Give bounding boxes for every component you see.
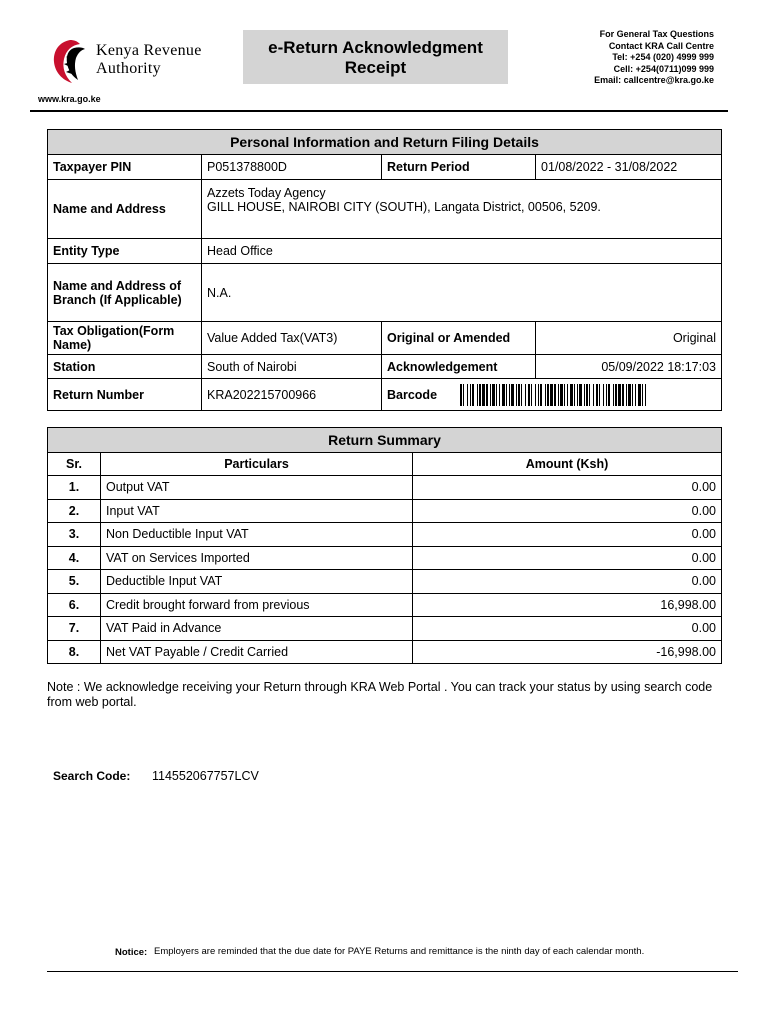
document-title	[243, 30, 508, 84]
row-sr: 4.	[48, 546, 101, 570]
row-sr: 5.	[48, 570, 101, 594]
barcode-label: Barcode	[387, 387, 438, 402]
name-address-value	[202, 180, 722, 239]
taxpayer-pin-label: Taxpayer PIN	[48, 155, 202, 180]
row-amount: 0.00	[413, 499, 722, 523]
branch-value: N.A.	[202, 264, 722, 322]
header-divider	[30, 110, 728, 112]
row-sr: 8.	[48, 640, 101, 664]
contact-line: For General Tax Questions	[599, 29, 714, 39]
logo-line-2: Authority	[96, 60, 161, 77]
return-number-label: Return Number	[48, 379, 202, 411]
row-sr: 1.	[48, 476, 101, 500]
contact-line: Tel: +254 (020) 4999 999	[612, 52, 714, 62]
row-particular: VAT on Services Imported	[101, 546, 413, 570]
row-amount: 0.00	[413, 476, 722, 500]
title-line-1: e-Return Acknowledgment	[268, 38, 483, 57]
row-amount: -16,998.00	[413, 640, 722, 664]
notice-label: Notice:	[115, 947, 148, 958]
row-particular: VAT Paid in Advance	[101, 617, 413, 641]
row-sr: 2.	[48, 499, 101, 523]
summary-title: Return Summary	[48, 428, 722, 453]
taxpayer-address: GILL HOUSE, NAIROBI CITY (SOUTH), Langata District, 00506, 5209.	[207, 200, 601, 214]
row-amount: 16,998.00	[413, 593, 722, 617]
row-amount: 0.00	[413, 523, 722, 547]
notice-text: Employers are reminded that the due date for PAYE Returns and remittance is the ninth day of each calendar month.	[154, 946, 645, 957]
contact-info	[594, 29, 714, 87]
table-row	[48, 523, 722, 547]
row-particular: Non Deductible Input VAT	[101, 523, 413, 547]
original-amended-label: Original or Amended	[382, 322, 536, 355]
col-amount-header: Amount (Ksh)	[413, 453, 722, 476]
return-period-value: 01/08/2022 - 31/08/2022	[536, 155, 722, 180]
col-particulars-header: Particulars	[101, 453, 413, 476]
row-sr: 3.	[48, 523, 101, 547]
row-particular: Output VAT	[101, 476, 413, 500]
contact-line: Contact KRA Call Centre	[608, 40, 714, 51]
barcode-image	[460, 384, 650, 406]
entity-type-value: Head Office	[202, 239, 722, 264]
row-sr: 6.	[48, 593, 101, 617]
row-particular: Credit brought forward from previous	[101, 593, 413, 617]
row-amount: 0.00	[413, 546, 722, 570]
lion-emblem-icon	[50, 36, 92, 86]
title-line-2: Receipt	[344, 58, 407, 77]
name-address-label: Name and Address	[48, 180, 202, 239]
details-section-title: Personal Information and Return Filing Details	[48, 130, 722, 155]
row-particular: Input VAT	[101, 499, 413, 523]
footer-divider	[47, 971, 738, 972]
search-code-label: Search Code:	[53, 769, 131, 783]
col-sr-header: Sr.	[48, 453, 101, 476]
return-period-label: Return Period	[382, 155, 536, 180]
barcode-cell	[382, 379, 722, 411]
row-amount: 0.00	[413, 570, 722, 594]
acknowledgement-note: Note : We acknowledge receiving your Return through KRA Web Portal . You can track your status by using search code from web portal.	[47, 680, 713, 709]
kra-logo	[50, 36, 240, 86]
station-value: South of Nairobi	[202, 355, 382, 379]
original-amended-value: Original	[536, 322, 722, 355]
return-number-value: KRA202215700966	[202, 379, 382, 411]
row-particular: Deductible Input VAT	[101, 570, 413, 594]
taxpayer-pin-value: P051378800D	[202, 155, 382, 180]
tax-obligation-label: Tax Obligation(Form Name)	[48, 322, 202, 355]
table-row	[48, 476, 722, 500]
website-link[interactable]: www.kra.go.ke	[38, 94, 101, 104]
row-sr: 7.	[48, 617, 101, 641]
row-amount: 0.00	[413, 617, 722, 641]
taxpayer-name: Azzets Today Agency	[207, 186, 326, 200]
contact-line: Email: callcentre@kra.go.ke	[594, 75, 714, 85]
table-row	[48, 570, 722, 594]
table-row	[48, 499, 722, 523]
entity-type-label: Entity Type	[48, 239, 202, 264]
details-table	[47, 129, 722, 411]
station-label: Station	[48, 355, 202, 379]
return-summary-table	[47, 427, 722, 664]
table-row	[48, 640, 722, 664]
branch-label: Name and Address of Branch (If Applicable)	[48, 264, 202, 322]
table-row	[48, 546, 722, 570]
acknowledgement-value: 05/09/2022 18:17:03	[536, 355, 722, 379]
table-row	[48, 593, 722, 617]
search-code-value: 114552067757LCV	[152, 769, 259, 783]
acknowledgement-label: Acknowledgement	[382, 355, 536, 379]
contact-line: Cell: +254(0711)099 999	[613, 63, 714, 74]
logo-line-1: Kenya Revenue	[96, 42, 202, 59]
table-row	[48, 617, 722, 641]
tax-obligation-value: Value Added Tax(VAT3)	[202, 322, 382, 355]
row-particular: Net VAT Payable / Credit Carried	[101, 640, 413, 664]
